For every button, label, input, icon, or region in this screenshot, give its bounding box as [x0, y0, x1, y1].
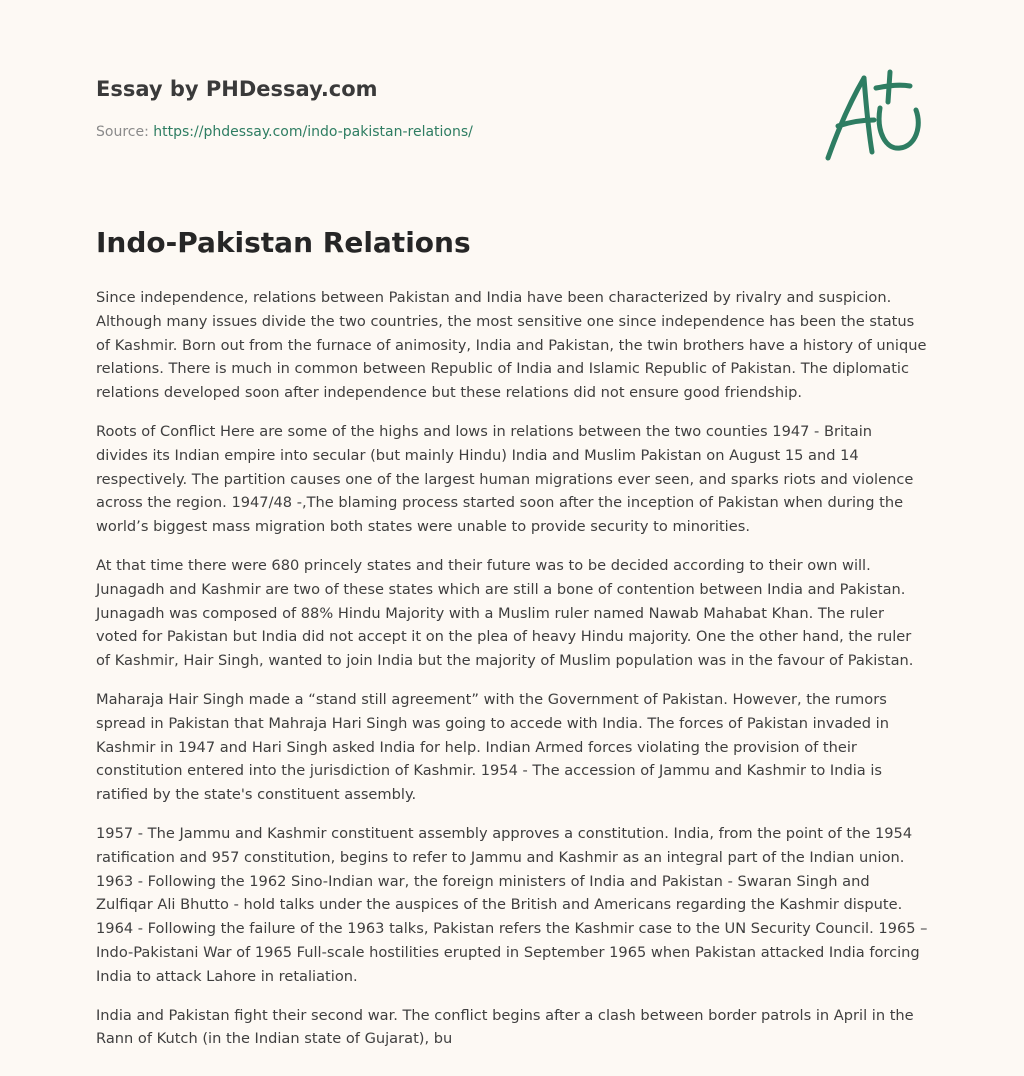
essay-paragraph: Maharaja Hair Singh made a “stand still agreement” with the Government of Pakistan. However, the rumors spread in Pakistan that Mahraja Hari Singh was going to accede with India. The forces of Pakistan invaded in Kashmir in 1947 and Hari Singh asked India for help. Indian Armed forces violating the provision of their constitution entered into the jurisdiction of Kashmir. 1954 - The accession of Jammu and Kashmir to India is ratified by the state's constituent assembly.	[96, 690, 889, 804]
source-label: Source:	[96, 124, 154, 140]
essay-paragraph: At that time there were 680 princely states and their future was to be decided according to their own will. Junagadh and Kashmir are two of these states which are still a bone of contention between India and Pakistan. Junagadh was composed of 88% Hindu Majority with a Muslim ruler named Nawab Mahabat Khan. The ruler voted for Pakistan but India did not accept it on the plea of heavy Hindu majority. One the other hand, the ruler of Kashmir, Hair Singh, wanted to join India but the majority of Muslim population was in the favour of Pakistan.	[96, 556, 914, 670]
essay-title: Indo-Pakistan Relations	[96, 226, 471, 259]
source-link[interactable]: https://phdessay.com/indo-pakistan-relations/	[153, 124, 473, 140]
source-line	[96, 124, 473, 140]
essay-paragraph: 1957 - The Jammu and Kashmir constituent assembly approves a constitution. India, from the point of the 1954 ratification and 957 constitution, begins to refer to Jammu and Kashmir as an integral part of the Indian union. 1963 - Following the 1962 Sino-Indian war, the foreign ministers of India and Pakistan - Swaran Singh and Zulfiqar Ali Bhutto - hold talks under the auspices of the British and Americans regarding the Kashmir dispute. 1964 - Following the failure of the 1963 talks, Pakistan refers the Kashmir case to the UN Security Council. 1965 – Indo-Pakistani War of 1965 Full-scale hostilities erupted in September 1965 when Pakistan attacked India forcing India to attack Lahore in retaliation.	[96, 824, 928, 985]
essay-paragraph: India and Pakistan fight their second war. The conflict begins after a clash between border patrols in April in the Rann of Kutch (in the Indian state of Gujarat), bu	[96, 1006, 914, 1048]
a-plus-logo-icon	[816, 68, 928, 164]
brand-title: Essay by PHDessay.com	[96, 77, 378, 101]
essay-paragraph: Roots of Conflict Here are some of the highs and lows in relations between the two counties 1947 - Britain divides its Indian empire into secular (but mainly Hindu) India and Muslim Pakistan on August 15 and 14 respectively. The partition causes one of the largest human migrations ever seen, and sparks riots and violence across the region. 1947/48 -,The blaming process started soon after the inception of Pakistan when during the world’s biggest mass migration both states were unable to provide security to minorities.	[96, 422, 914, 536]
essay-paragraph: Since independence, relations between Pakistan and India have been characterized by rivalry and suspicion. Although many issues divide the two countries, the most sensitive one since independence has been the status of Kashmir. Born out from the furnace of animosity, India and Pakistan, the twin brothers have a history of unique relations. There is much in common between Republic of India and Islamic Republic of Pakistan. The diplomatic relations developed soon after independence but these relations did not ensure good friendship.	[96, 289, 927, 402]
essay-body	[96, 286, 928, 1066]
